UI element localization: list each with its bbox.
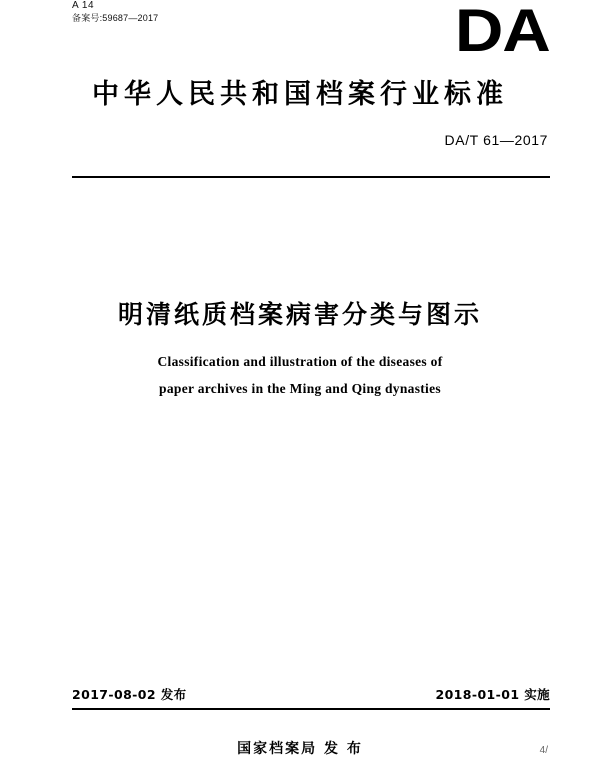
- footer-divider: [72, 708, 550, 710]
- record-number: 备案号:59687—2017: [72, 12, 159, 23]
- document-title-chinese: 明清纸质档案病害分类与图示: [117, 300, 482, 329]
- header-divider: [72, 176, 550, 178]
- effective-date: 2018-01-01 实施: [435, 687, 550, 702]
- publisher-name: 国家档案局 发 布: [237, 741, 363, 757]
- classification-codes: [72, 0, 158, 23]
- da-logo: DA: [455, 0, 550, 64]
- issue-date: 2017-08-02 发布: [72, 687, 187, 702]
- document-title-english-line1: Classification and illustration of the diseases of: [157, 354, 443, 369]
- document-title-english-line2: paper archives in the Ming and Qing dynasties: [159, 381, 441, 396]
- classification-code: A 14: [72, 0, 95, 11]
- standard-series-title: 中华人民共和国档案行业标准: [92, 79, 508, 110]
- standard-number: DA/T 61—2017: [444, 132, 548, 148]
- corner-mark: 4/: [539, 745, 548, 756]
- document-title-english: [0, 348, 600, 402]
